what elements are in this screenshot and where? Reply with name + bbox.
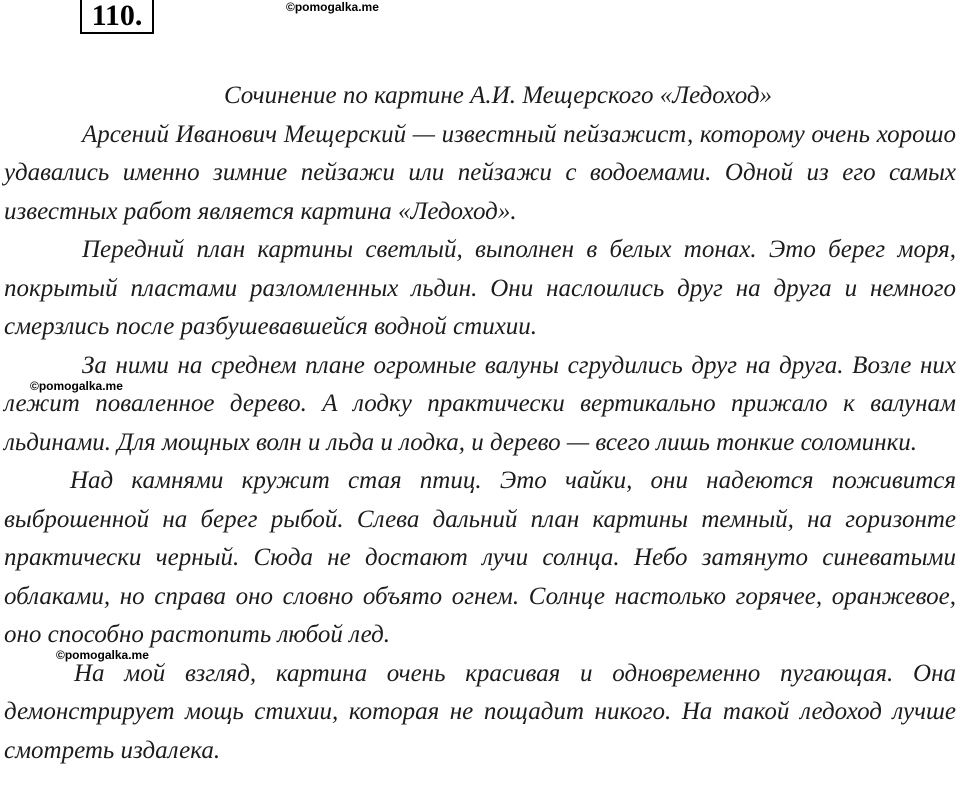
watermark-bottom: ©pomogalka.me [56, 648, 149, 662]
essay-paragraph-4: Над камнями кружит стая птиц. Это чайки, они надеются поживится выброшенной на берег рыбой. Слева дальний план картины темный, на горизонте практически черный. Сюда не достают лучи солнца. Небо затянуто синеватыми облаками, но справа оно словно объято огнем. Солнце настолько горячее, оранжевое, оно способно растопить любой лед. [4, 467, 956, 648]
essay-paragraph-1: Арсений Иванович Мещерский — известный пейзажист, которому очень хорошо удавались именно зимние пейзажи или пейзажи с водоемами. Одной из его самых известных работ является картина «Ледоход». [4, 120, 956, 225]
essay-paragraph-3: За ними на среднем плане огромные валуны сгрудились друг на друга. Возле них лежит поваленное дерево. А лодку практически вертикально прижало к валунам льдинами. Для мощных волн и льда и лодка, и дерево — всего лишь тонкие соломинки. [4, 351, 956, 456]
essay [4, 77, 956, 770]
essay-paragraph-5: На мой взгляд, картина очень красивая и одновременно пугающая. Она демонстрирует мощь стихии, которая не пощадит никого. На такой ледоход лучше смотреть издалека. [4, 659, 956, 764]
exercise-number: 110. [80, 0, 154, 34]
watermark-top: ©pomogalka.me [286, 0, 379, 14]
essay-paragraph-2: Передний план картины светлый, выполнен в белых тонах. Это берег моря, покрытый пластами разломленных льдин. Они наслоились друг на друга и немного смерзлись после разбушевавшейся водной стихии. [4, 236, 956, 340]
watermark-middle: ©pomogalka.me [30, 379, 123, 393]
essay-title: Сочинение по картине А.И. Мещерского «Ледоход» [223, 82, 773, 109]
